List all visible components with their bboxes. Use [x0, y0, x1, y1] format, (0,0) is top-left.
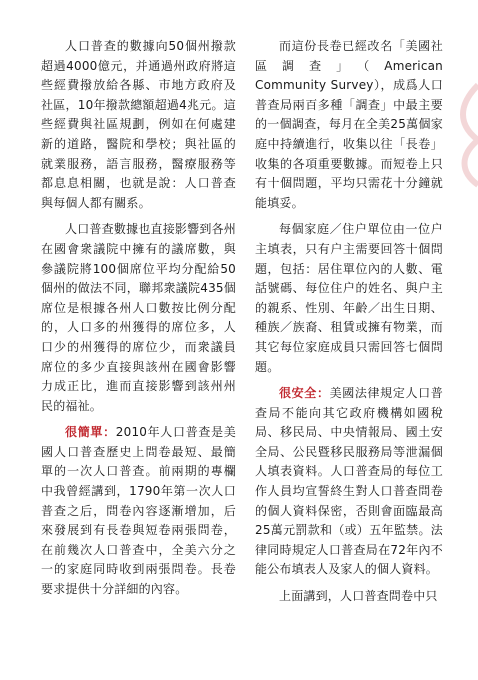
paragraph-text: 2010年人口普查是美國人口普查歷史上問卷最短、最簡單的一次人口普查。前兩期的專欄中我曾經講到，1790年第一次人口普查之后，問卷內容逐漸增加，后來發展到有長卷與短卷兩張問卷，在前幾次人口普查中，全美六分之一的家庭同時收到兩張問卷。長卷要求提供十分詳細的內容。 [41, 425, 236, 597]
paragraph-text: 上面講到，人口普查問卷中只 [279, 589, 438, 604]
paragraph-text: 每個家庭／住户單位由一位户主填表，只有户主需要回答十個問題，包括：居住單位內的人數、電話號碼、每位住户的姓名、與户主的親系、性別、年齡／出生日期、種族／族裔、租賃或擁有物業，而其它每位家庭成員只需回答七個問題。 [255, 222, 443, 374]
paragraph-text: 美國法律規定人口普查局不能向其它政府機構如國稅局、移民局、中央情報局、國土安全局、公民暨移民服務局等泄漏個人填表資料。人口普查局的每位工作人員均宣誓終生對人口普查問卷的個人資料保密，否則會面臨最高25萬元罰款和（或）五年監禁。法律同時規定人口普查局在72年內不能公布填表人及家人的個人資料。 [255, 386, 443, 577]
paragraph-text: 人口普查的數據向50個州撥款超過4000億元，并通過州政府將這些經費撥放給各縣、市地方政府及社區，10年撥款總額超過4兆元。這些經費與社區規劃，例如在何處建新的道路，醫院和學校；與社區的就業服務，語言服務，醫療服務等都息息相關，也就是說：人口普查與每個人都有關系。 [41, 39, 236, 210]
paragraph [255, 587, 443, 607]
right-column [255, 37, 443, 614]
paragraph [255, 384, 443, 580]
left-column [41, 37, 236, 607]
paragraph [41, 423, 236, 599]
paragraph-text: 而這份長卷已經改名「美國社區調查」（American Community Survey），成爲人口普查局兩百多種「調查」中最主要的一個調查，每月在全美25萬個家庭中持續進行，收集以往「長卷」收集的各項重要數據。而短卷上只有十個問題，平均只需花十分鐘就能填妥。 [255, 39, 443, 210]
decorative-watermark [448, 80, 478, 190]
paragraph [255, 220, 443, 377]
paragraph [41, 37, 236, 213]
lead-in-heading: 很安全： [279, 386, 330, 401]
paragraph [255, 37, 443, 213]
paragraph-text: 人口普查數據也直接影響到各州在國會衆議院中擁有的議席數，與參議院將100個席位平均分配給50個州的做法不同，聯邦衆議院435個席位是根據各州人口數按比例分配的，人口多的州獲得的席位多，人口少的州獲得的席位少，而衆議員席位的多少直接與該州在國會影響力成正比，進而直接影響到該州州民的福祉。 [41, 222, 236, 413]
lead-in-heading: 很簡單： [65, 425, 116, 440]
paragraph [41, 220, 236, 416]
